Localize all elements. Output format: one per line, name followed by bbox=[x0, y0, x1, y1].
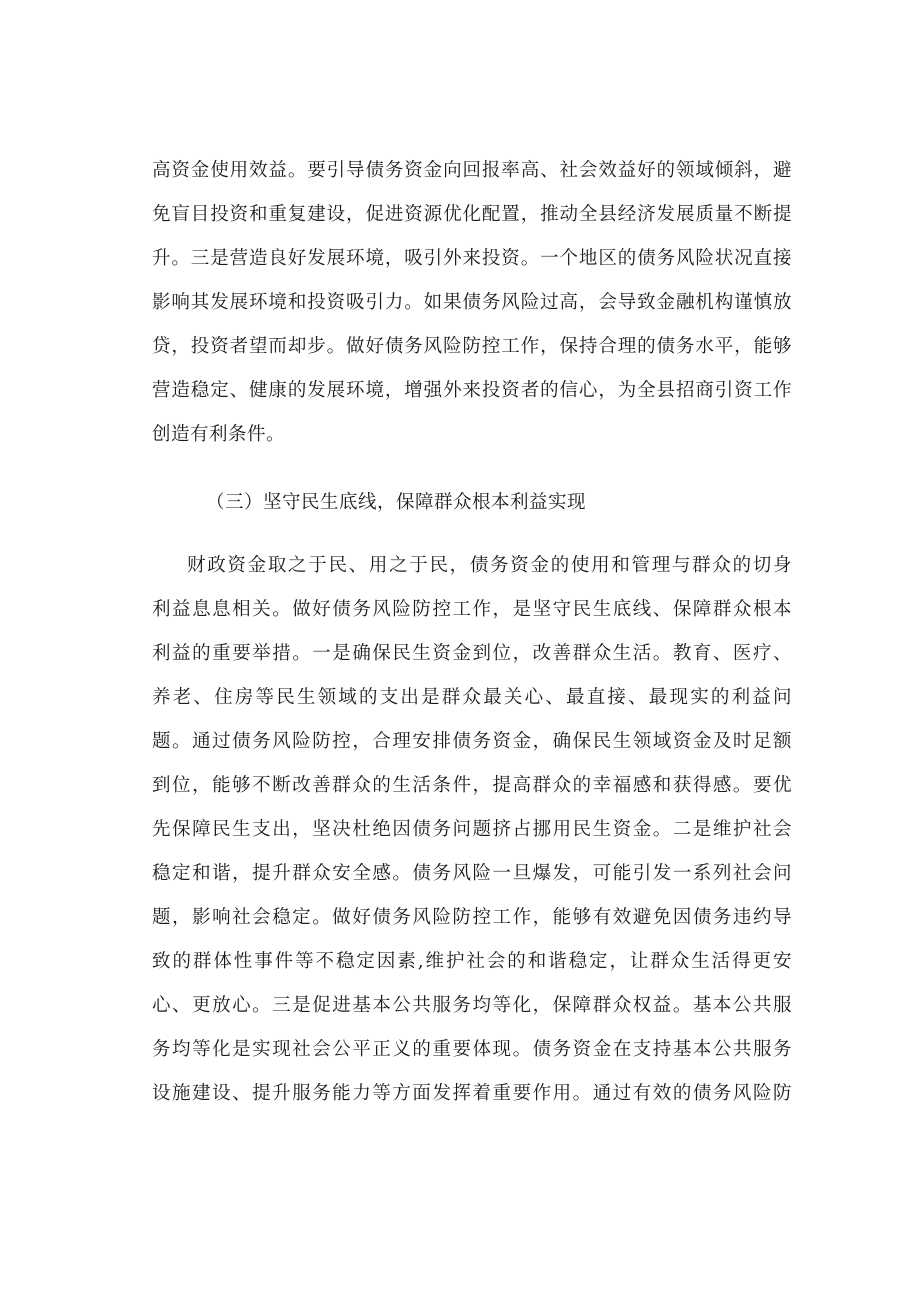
paragraph-1-line-1: 高资金使用效益。要引导债务资金向回报率高、社会效益好的领域倾斜，避 bbox=[152, 160, 792, 181]
paragraph-2-line-3: 利益的重要举措。一是确保民生资金到位，改善群众生活。教育、医疗、 bbox=[152, 643, 792, 664]
paragraph-2-line-13: 设施建设、提升服务能力等方面发挥着重要作用。通过有效的债务风险防 bbox=[152, 1083, 792, 1104]
paragraph-1-line-7: 创造有利条件。 bbox=[152, 424, 286, 445]
paragraph-2-line-5: 题。通过债务风险防控，合理安排债务资金，确保民生领域资金及时足额 bbox=[152, 731, 792, 752]
paragraph-2-line-11: 心、更放心。三是促进基本公共服务均等化，保障群众权益。基本公共服 bbox=[152, 995, 792, 1016]
paragraph-2-line-8: 稳定和谐，提升群众安全感。债务风险一旦爆发，可能引发一系列社会问 bbox=[152, 863, 792, 884]
paragraph-2-line-6: 到位，能够不断改善群众的生活条件，提高群众的幸福感和获得感。要优 bbox=[152, 775, 792, 796]
paragraph-2-line-1: 财政资金取之于民、用之于民，债务资金的使用和管理与群众的切身 bbox=[187, 555, 792, 576]
paragraph-2-line-4: 养老、住房等民生领域的支出是群众最关心、最直接、最现实的利益问 bbox=[152, 687, 792, 708]
paragraph-1-line-2: 免盲目投资和重复建设，促进资源优化配置，推动全县经济发展质量不断提 bbox=[152, 204, 792, 225]
paragraph-2-line-10: 致的群体性事件等不稳定因素,维护社会的和谐稳定，让群众生活得更安 bbox=[152, 951, 792, 972]
paragraph-2-line-12: 务均等化是实现社会公平正义的重要体现。债务资金在支持基本公共服务 bbox=[152, 1039, 792, 1060]
paragraph-1-line-6: 营造稳定、健康的发展环境，增强外来投资者的信心，为全县招商引资工作 bbox=[152, 380, 792, 401]
paragraph-1-line-3: 升。三是营造良好发展环境，吸引外来投资。一个地区的债务风险状况直接 bbox=[152, 248, 792, 269]
paragraph-1-line-5: 贷，投资者望而却步。做好债务风险防控工作，保持合理的债务水平，能够 bbox=[152, 336, 792, 357]
paragraph-2-line-9: 题，影响社会稳定。做好债务风险防控工作，能够有效避免因债务违约导 bbox=[152, 907, 792, 928]
paragraph-2-line-2: 利益息息相关。做好债务风险防控工作，是坚守民生底线、保障群众根本 bbox=[152, 599, 792, 620]
section-heading: （三）坚守民生底线，保障群众根本利益实现 bbox=[206, 492, 587, 513]
paragraph-1-line-4: 影响其发展环境和投资吸引力。如果债务风险过高，会导致金融机构谨慎放 bbox=[152, 292, 792, 313]
paragraph-2-line-7: 先保障民生支出，坚决杜绝因债务问题挤占挪用民生资金。二是维护社会 bbox=[152, 819, 792, 840]
